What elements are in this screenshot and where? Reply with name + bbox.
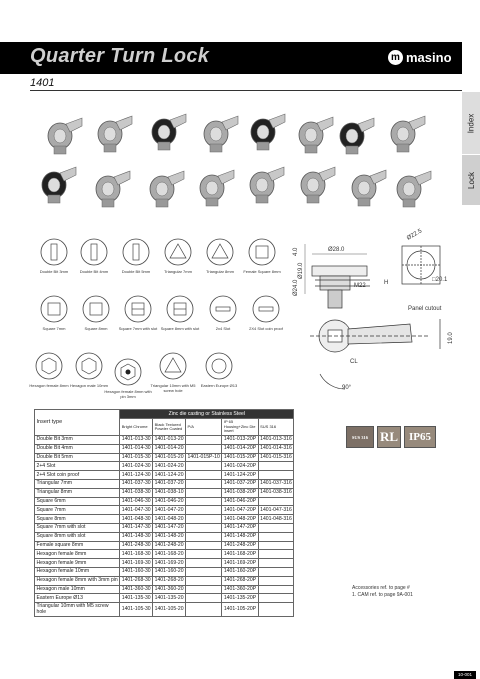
insert-icon-label: Triangular 7mm	[164, 269, 192, 274]
page-number: 10-001	[454, 671, 476, 679]
insert-icon-sq	[38, 293, 70, 325]
accessories-line-1: Accessories ref. to page #	[352, 585, 410, 591]
part-number-cell	[186, 594, 222, 603]
insert-type-cell: Triangular 7mm	[35, 479, 120, 488]
table-row	[35, 436, 294, 445]
dim-thread: M22	[354, 283, 366, 289]
technical-drawing	[290, 224, 460, 399]
dim-19: 19.0	[448, 332, 454, 344]
part-number-cell: 1401-047-20P	[223, 506, 257, 513]
part-number-cell: 1401-160-20	[154, 568, 184, 575]
part-number-cell: 1401-047-30	[121, 506, 151, 513]
part-number-cell: 1401-124-20P	[223, 471, 257, 478]
part-number-cell	[186, 576, 222, 585]
part-number-cell	[258, 462, 294, 471]
part-number-cell	[258, 497, 294, 506]
part-number-cell	[186, 436, 222, 445]
insert-icon-tri	[162, 236, 194, 268]
part-number-cell: 1401-360-30	[121, 585, 151, 592]
part-number-cell: 1401-015P-10	[187, 453, 220, 460]
insert-type-cell: Hexagon female 8mm with 3mm pin	[36, 577, 118, 584]
part-number-cell	[258, 550, 294, 559]
insert-icon-circle	[203, 350, 235, 382]
insert-type-cell: Double Bit 3mm	[35, 436, 120, 445]
table-row	[35, 585, 294, 594]
part-number-cell: 1401-037-20	[154, 480, 184, 487]
insert-icon-slot2	[250, 293, 282, 325]
part-number-cell: 1401-038-20P	[223, 489, 257, 496]
part-number-cell	[258, 585, 294, 594]
part-number-cell: 1401-047-20	[154, 506, 184, 513]
divider	[30, 90, 462, 91]
accessories-note	[352, 585, 413, 599]
part-number-cell	[186, 497, 222, 506]
tab-lock-label: Lock	[466, 171, 476, 189]
product-photo	[40, 114, 84, 156]
product-photo	[88, 167, 132, 209]
part-number-cell	[258, 567, 294, 576]
part-number-cell: 1401-037-316	[260, 480, 292, 487]
part-number-cell	[258, 559, 294, 568]
insert-icon-label: Square 7mm with slot	[118, 326, 158, 331]
product-photo	[242, 163, 286, 205]
part-number-cell: 1401-248-30	[121, 541, 151, 548]
insert-icon-slot2	[207, 293, 239, 325]
insert-icon-label: Triangular 8mm	[206, 269, 234, 274]
part-number-cell	[186, 471, 222, 480]
part-number-cell: 1401-024-30	[121, 462, 151, 469]
part-number-cell: 1401-014-316	[260, 445, 292, 452]
insert-icon-hex	[33, 350, 65, 382]
part-number-cell: 1401-360-20	[154, 585, 184, 592]
table-row	[35, 567, 294, 576]
insert-type-cell: Square 7mm with slot	[35, 523, 120, 532]
product-photo	[383, 112, 427, 154]
part-number-cell: 1401-013-30	[121, 436, 151, 443]
part-number-cell: 1401-160-20P	[223, 568, 257, 575]
part-number-cell: 1401-268-30	[121, 577, 151, 584]
insert-type-cell: Square 8mm with slot	[35, 532, 120, 541]
insert-icon-sqslot	[122, 293, 154, 325]
insert-icon-sq	[246, 236, 278, 268]
table-row	[35, 523, 294, 532]
insert-icon-label: Square 8mm	[84, 326, 108, 331]
part-number-cell: 1401-037-20P	[223, 480, 257, 487]
table-row	[35, 462, 294, 471]
part-number-cell: 1401-048-316	[260, 515, 292, 522]
part-number-cell: 1401-148-20P	[223, 533, 257, 540]
insert-icon-sq	[80, 293, 112, 325]
table-row	[35, 603, 294, 617]
part-number-cell: 1401-248-20	[154, 541, 184, 548]
part-number-cell	[258, 541, 294, 550]
part-number-cell: 1401-014-20P	[223, 445, 257, 452]
table-row	[35, 532, 294, 541]
part-number-cell: 1401-014-30	[121, 445, 151, 452]
brand-logo-icon: m	[388, 50, 403, 65]
part-number-cell: 1401-148-20	[154, 533, 184, 540]
product-photo	[34, 163, 78, 205]
product-photo	[332, 114, 376, 156]
part-number-cell	[186, 550, 222, 559]
insert-type-cell: Hexagon male 10mm	[35, 585, 120, 594]
insert-icon-label: Eastern Europe Ø13	[200, 383, 238, 388]
dim-4: 4.0	[293, 247, 299, 256]
column-header: Black Textured Powder Coated	[153, 419, 186, 436]
part-number-cell	[258, 594, 294, 603]
part-number-cell: 1401-168-20	[154, 550, 184, 557]
part-number-cell: 1401-014-20	[154, 445, 184, 452]
part-number-cell: 1401-360-20P	[223, 585, 257, 592]
product-photo	[293, 163, 337, 205]
insert-type-cell: Eastern Europe Ø13	[35, 594, 120, 603]
part-number-cell: 1401-135-20	[154, 594, 184, 601]
insert-type-cell: Double Bit 5mm	[35, 453, 120, 462]
rl-badge: RL	[377, 426, 401, 448]
brand-logo	[388, 50, 452, 65]
table-row	[35, 471, 294, 480]
part-number-cell: 1401-048-20	[154, 515, 184, 522]
product-photo	[192, 166, 236, 208]
part-number-cell: 1401-046-20	[154, 497, 184, 504]
tab-lock[interactable]	[462, 155, 480, 206]
part-number-cell: 1401-015-20P	[223, 453, 257, 460]
part-number-cell: 1401-038-30	[121, 489, 151, 496]
tab-index[interactable]	[462, 92, 480, 155]
part-number-cell: 1401-015-20	[154, 453, 184, 460]
part-number-cell: 1401-124-20	[154, 471, 184, 478]
table-row	[35, 576, 294, 585]
insert-type-cell: Double Bit 4mm	[35, 444, 120, 453]
table-row	[35, 479, 294, 488]
accessories-line-2: 1. CAM ref. to page 9A-001	[352, 592, 413, 598]
part-number-cell: 1401-048-30	[121, 515, 151, 522]
part-number-cell: 1401-013-20	[154, 436, 184, 443]
insert-type-cell: 2+4 Slot	[35, 462, 120, 471]
table-row	[35, 594, 294, 603]
part-number-cell: 1401-013-20P	[223, 436, 257, 443]
part-number-cell: 1401-147-30	[121, 524, 151, 531]
insert-icon-label: Double Bit 5mm	[121, 269, 151, 274]
insert-icon-hexpin	[112, 356, 144, 388]
part-number-cell: 1401-147-20P	[223, 524, 257, 531]
product-photo	[142, 167, 186, 209]
part-number-cell: 1401-268-20	[154, 577, 184, 584]
insert-icon-hex	[73, 350, 105, 382]
insert-icon-label: 2x4 Slot	[215, 326, 231, 331]
part-number-cell: 1401-169-20P	[223, 559, 257, 566]
part-number-cell	[258, 523, 294, 532]
product-photo	[243, 110, 287, 152]
insert-type-cell: Square 7mm	[35, 506, 120, 515]
part-number-cell	[258, 603, 294, 617]
part-number-cell: 1401-248-20P	[223, 541, 257, 548]
insert-icon-slot	[120, 236, 152, 268]
insert-type-cell: Square 6mm	[35, 497, 120, 506]
part-number-cell: 1401-147-20	[154, 524, 184, 531]
table-row	[35, 541, 294, 550]
dim-diameter-22: Ø22.5	[406, 228, 424, 242]
ip65-badge: IP65	[404, 426, 436, 448]
insert-type-cell: Triangular 10mm with M5 screw hole	[35, 603, 120, 617]
part-number-cell	[258, 576, 294, 585]
part-number-cell: 1401-169-30	[121, 559, 151, 566]
part-number-cell	[186, 603, 222, 617]
insert-type-cell: Triangular 8mm	[35, 488, 120, 497]
spec-table	[34, 409, 294, 617]
dim-diameter-28: Ø28.0	[328, 247, 345, 253]
part-number-cell: 1401-046-20P	[223, 497, 257, 504]
sus316-badge: SUS 316	[346, 426, 374, 448]
dim-diameter-19: Ø19.0	[298, 262, 304, 279]
column-header: SUS 316	[258, 419, 294, 436]
insert-icon-slot	[78, 236, 110, 268]
part-number-cell	[186, 567, 222, 576]
part-number-cell: 1401-038-316	[260, 489, 292, 496]
part-number-cell	[186, 444, 222, 453]
insert-type-cell: Square 8mm	[35, 515, 120, 524]
part-number-cell: 1401-160-30	[121, 568, 151, 575]
part-number-cell: 1401-047-316	[260, 506, 292, 513]
insert-icon-label: Double Bit 3mm	[39, 269, 69, 274]
part-number-cell: 1401-124-30	[121, 471, 151, 478]
part-number-cell: 1401-169-20	[154, 559, 184, 566]
table-row	[35, 550, 294, 559]
insert-type-cell: Hexagon female 10mm	[35, 567, 120, 576]
panel-cutout-label: Panel cutout	[408, 306, 442, 312]
column-header: IP 65 Housing+Zinc Die insert	[222, 419, 258, 436]
part-number-cell	[258, 532, 294, 541]
table-row	[35, 506, 294, 515]
insert-type-header: Insert type	[35, 410, 120, 436]
model-number: 1401	[30, 77, 55, 89]
part-number-cell: 1401-135-30	[121, 594, 151, 601]
column-header: P/A	[186, 419, 222, 436]
part-number-cell: 1401-135-20P	[223, 594, 257, 601]
insert-icon-label: Square 7mm	[42, 326, 66, 331]
column-header: Bright Chrome	[120, 419, 153, 436]
part-number-cell: 1401-024-20	[154, 462, 184, 469]
page-title: Quarter Turn Lock	[30, 45, 210, 67]
dim-h: H	[384, 280, 389, 286]
angle-90: 90°	[342, 385, 352, 391]
part-number-cell: 1401-046-30	[121, 497, 151, 504]
table-row	[35, 444, 294, 453]
insert-icon-label: Female Square 8mm	[243, 269, 281, 274]
insert-icon-sqslot	[164, 293, 196, 325]
insert-type-cell: 2+4 Slot coin proof	[35, 471, 120, 480]
insert-icon-label: Hexagon female 8mm with pin 3mm	[104, 389, 152, 399]
table-row	[35, 453, 294, 462]
table-row	[35, 488, 294, 497]
part-number-cell	[186, 462, 222, 471]
part-number-cell	[186, 523, 222, 532]
part-number-cell	[258, 471, 294, 480]
tab-index-label: Index	[466, 113, 476, 133]
part-number-cell: 1401-024-20P	[223, 462, 257, 469]
part-number-cell: 1401-037-30	[121, 480, 151, 487]
insert-icon-label: Triangular 10mm with M5 screw hole	[150, 383, 196, 393]
part-number-cell: 1401-013-316	[260, 436, 292, 443]
insert-icon-label: 2X4 Slot coin proof	[249, 326, 283, 331]
certification-badges	[346, 426, 436, 448]
insert-icon-label: Double Bit 4mm	[79, 269, 109, 274]
insert-type-cell: Hexagon female 9mm	[35, 559, 120, 568]
insert-icon-tri	[204, 236, 236, 268]
product-photo	[389, 167, 433, 209]
table-row	[35, 559, 294, 568]
insert-icon-tri	[157, 350, 189, 382]
part-number-cell: 1401-015-30	[121, 453, 151, 460]
part-number-cell	[186, 515, 222, 524]
product-photo	[344, 166, 388, 208]
part-number-cell: 1401-105-20	[153, 603, 186, 617]
part-number-cell: 1401-038-10	[154, 489, 184, 496]
part-number-cell	[186, 506, 222, 515]
dim-diameter-24: Ø24.0	[293, 279, 299, 296]
part-number-cell	[186, 559, 222, 568]
insert-icon-label: Hexagon female 8mm	[29, 383, 69, 388]
product-photo	[144, 110, 188, 152]
dim-square: □20.1	[432, 277, 448, 283]
insert-icon-label: Hexagon male 10mm	[69, 383, 109, 388]
product-photo	[291, 113, 335, 155]
part-number-cell	[186, 541, 222, 550]
insert-type-cell: Hexagon female 8mm	[35, 550, 120, 559]
title-bar	[0, 42, 462, 74]
part-number-cell: 1401-048-20P	[223, 515, 257, 522]
table-row	[35, 497, 294, 506]
part-number-cell: 1401-105-20P	[222, 603, 258, 617]
part-number-cell	[186, 488, 222, 497]
brand-name: masino	[406, 50, 452, 65]
part-number-cell: 1401-268-20P	[223, 577, 257, 584]
insert-icon-slot	[38, 236, 70, 268]
product-photo	[196, 112, 240, 154]
part-number-cell: 1401-148-30	[121, 533, 151, 540]
product-photo	[90, 112, 134, 154]
part-number-cell: 1401-168-20P	[223, 550, 257, 557]
part-number-cell: 1401-015-316	[260, 453, 292, 460]
part-number-cell	[186, 479, 222, 488]
insert-icon-label: Square 8mm with slot	[160, 326, 200, 331]
part-number-cell	[186, 585, 222, 594]
centerline-label: CL	[350, 359, 358, 365]
material-header: Zinc die casting or Stainless Steel	[120, 410, 294, 419]
part-number-cell: 1401-105-30	[120, 603, 153, 617]
insert-type-cell: Female square 8mm	[35, 541, 120, 550]
part-number-cell: 1401-168-30	[121, 550, 151, 557]
table-row	[35, 515, 294, 524]
part-number-cell	[186, 532, 222, 541]
